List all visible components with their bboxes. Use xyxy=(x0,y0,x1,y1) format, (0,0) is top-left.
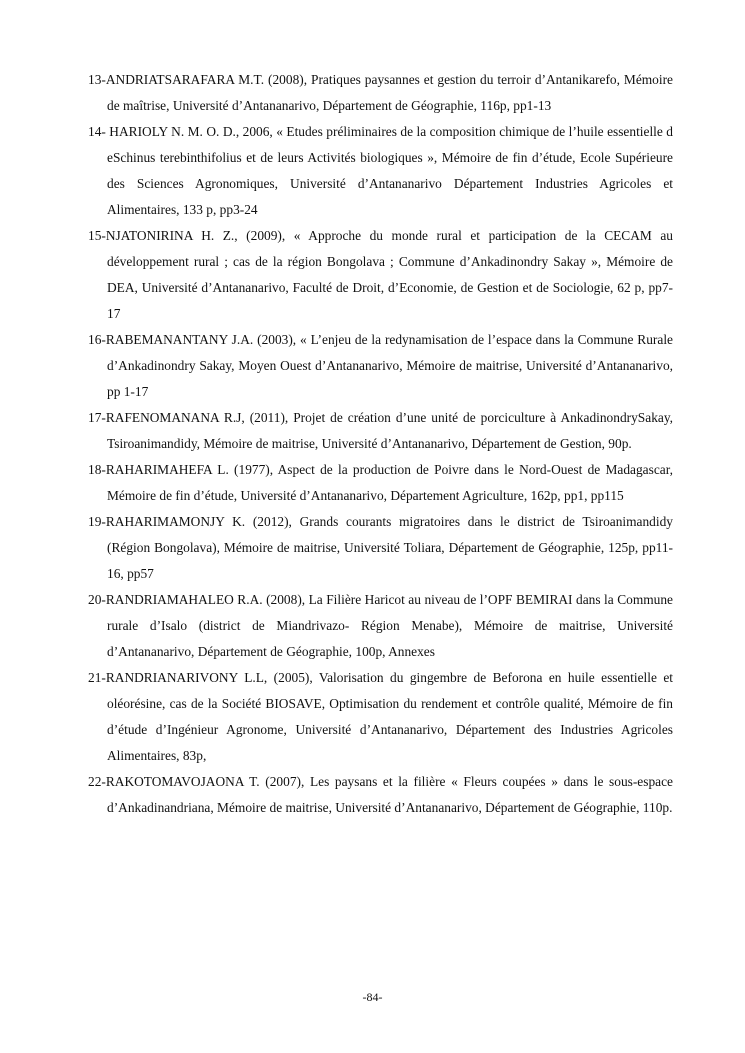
bibliography-entry: 21-RANDRIANARIVONY L.L, (2005), Valorisation du gingembre de Beforona en huile essentielle et oléorésine, cas de la Société BIOSAVE, Optimisation du rendement et contrôle qualité, Mémoire de fin d’étude d’Ingénieur Agronome, Université d’Antananarivo, Département des Industries Agricoles Alimentaires, 83p, xyxy=(88,670,673,763)
page-number: -84- xyxy=(362,990,383,1004)
bibliography-entry: 16-RABEMANANTANY J.A. (2003), « L’enjeu de la redynamisation de l’espace dans la Commune Rurale d’Ankadinondry Sakay, Moyen Ouest d’Antananarivo, Mémoire de maitrise, Université d’Antananarivo, pp 1-17 xyxy=(88,332,673,399)
bibliography-entry: 20-RANDRIAMAHALEO R.A. (2008), La Filière Haricot au niveau de l’OPF BEMIRAI dans la Commune rurale d’Isalo (district de Miandrivazo- Région Menabe), Mémoire de maitrise, Université d’Antananarivo, Département de Géographie, 100p, Annexes xyxy=(88,592,673,659)
bibliography-entry: 18-RAHARIMAHEFA L. (1977), Aspect de la production de Poivre dans le Nord-Ouest de Madagascar, Mémoire de fin d’étude, Université d’Antananarivo, Département Agriculture, 162p, pp1, pp115 xyxy=(88,462,673,503)
bibliography-entry: 13-ANDRIATSARAFARA M.T. (2008), Pratiques paysannes et gestion du terroir d’Antanikarefo, Mémoire de maîtrise, Université d’Antananarivo, Département de Géographie, 116p, pp1-13 xyxy=(88,72,673,113)
bibliography-entry: 22-RAKOTOMAVOJAONA T. (2007), Les paysans et la filière « Fleurs coupées » dans le sous-espace d’Ankadinandriana, Mémoire de maitrise, Université d’Antananarivo, Département de Géographie, 110p. xyxy=(88,774,673,815)
bibliography-list xyxy=(88,67,673,821)
bibliography-entry: 17-RAFENOMANANA R.J, (2011), Projet de création d’une unité de porciculture à AnkadinondrySakay, Tsiroanimandidy, Mémoire de maitrise, Université d’Antananarivo, Département de Gestion, 90p. xyxy=(88,410,673,451)
bibliography-entry: 19-RAHARIMAMONJY K. (2012), Grands courants migratoires dans le district de Tsiroanimandidy (Région Bongolava), Mémoire de maitrise, Université Toliara, Département de Géographie, 125p, pp11-16, pp57 xyxy=(88,514,673,581)
bibliography-entry: 14- HARIOLY N. M. O. D., 2006, « Etudes préliminaires de la composition chimique de l’huile essentielle d eSchinus terebinthifolius et de leurs Activités biologiques », Mémoire de fin d’étude, Ecole Supérieure des Sciences Agronomiques, Université d’Antananarivo Département Industries Agricoles et Alimentaires, 133 p, pp3-24 xyxy=(88,124,673,217)
bibliography-entry: 15-NJATONIRINA H. Z., (2009), « Approche du monde rural et participation de la CECAM au développement rural ; cas de la région Bongolava ; Commune d’Ankadinondry Sakay », Mémoire de DEA, Université d’Antananarivo, Faculté de Droit, d’Economie, de Gestion et de Sociologie, 62 p, pp7-17 xyxy=(88,228,673,321)
